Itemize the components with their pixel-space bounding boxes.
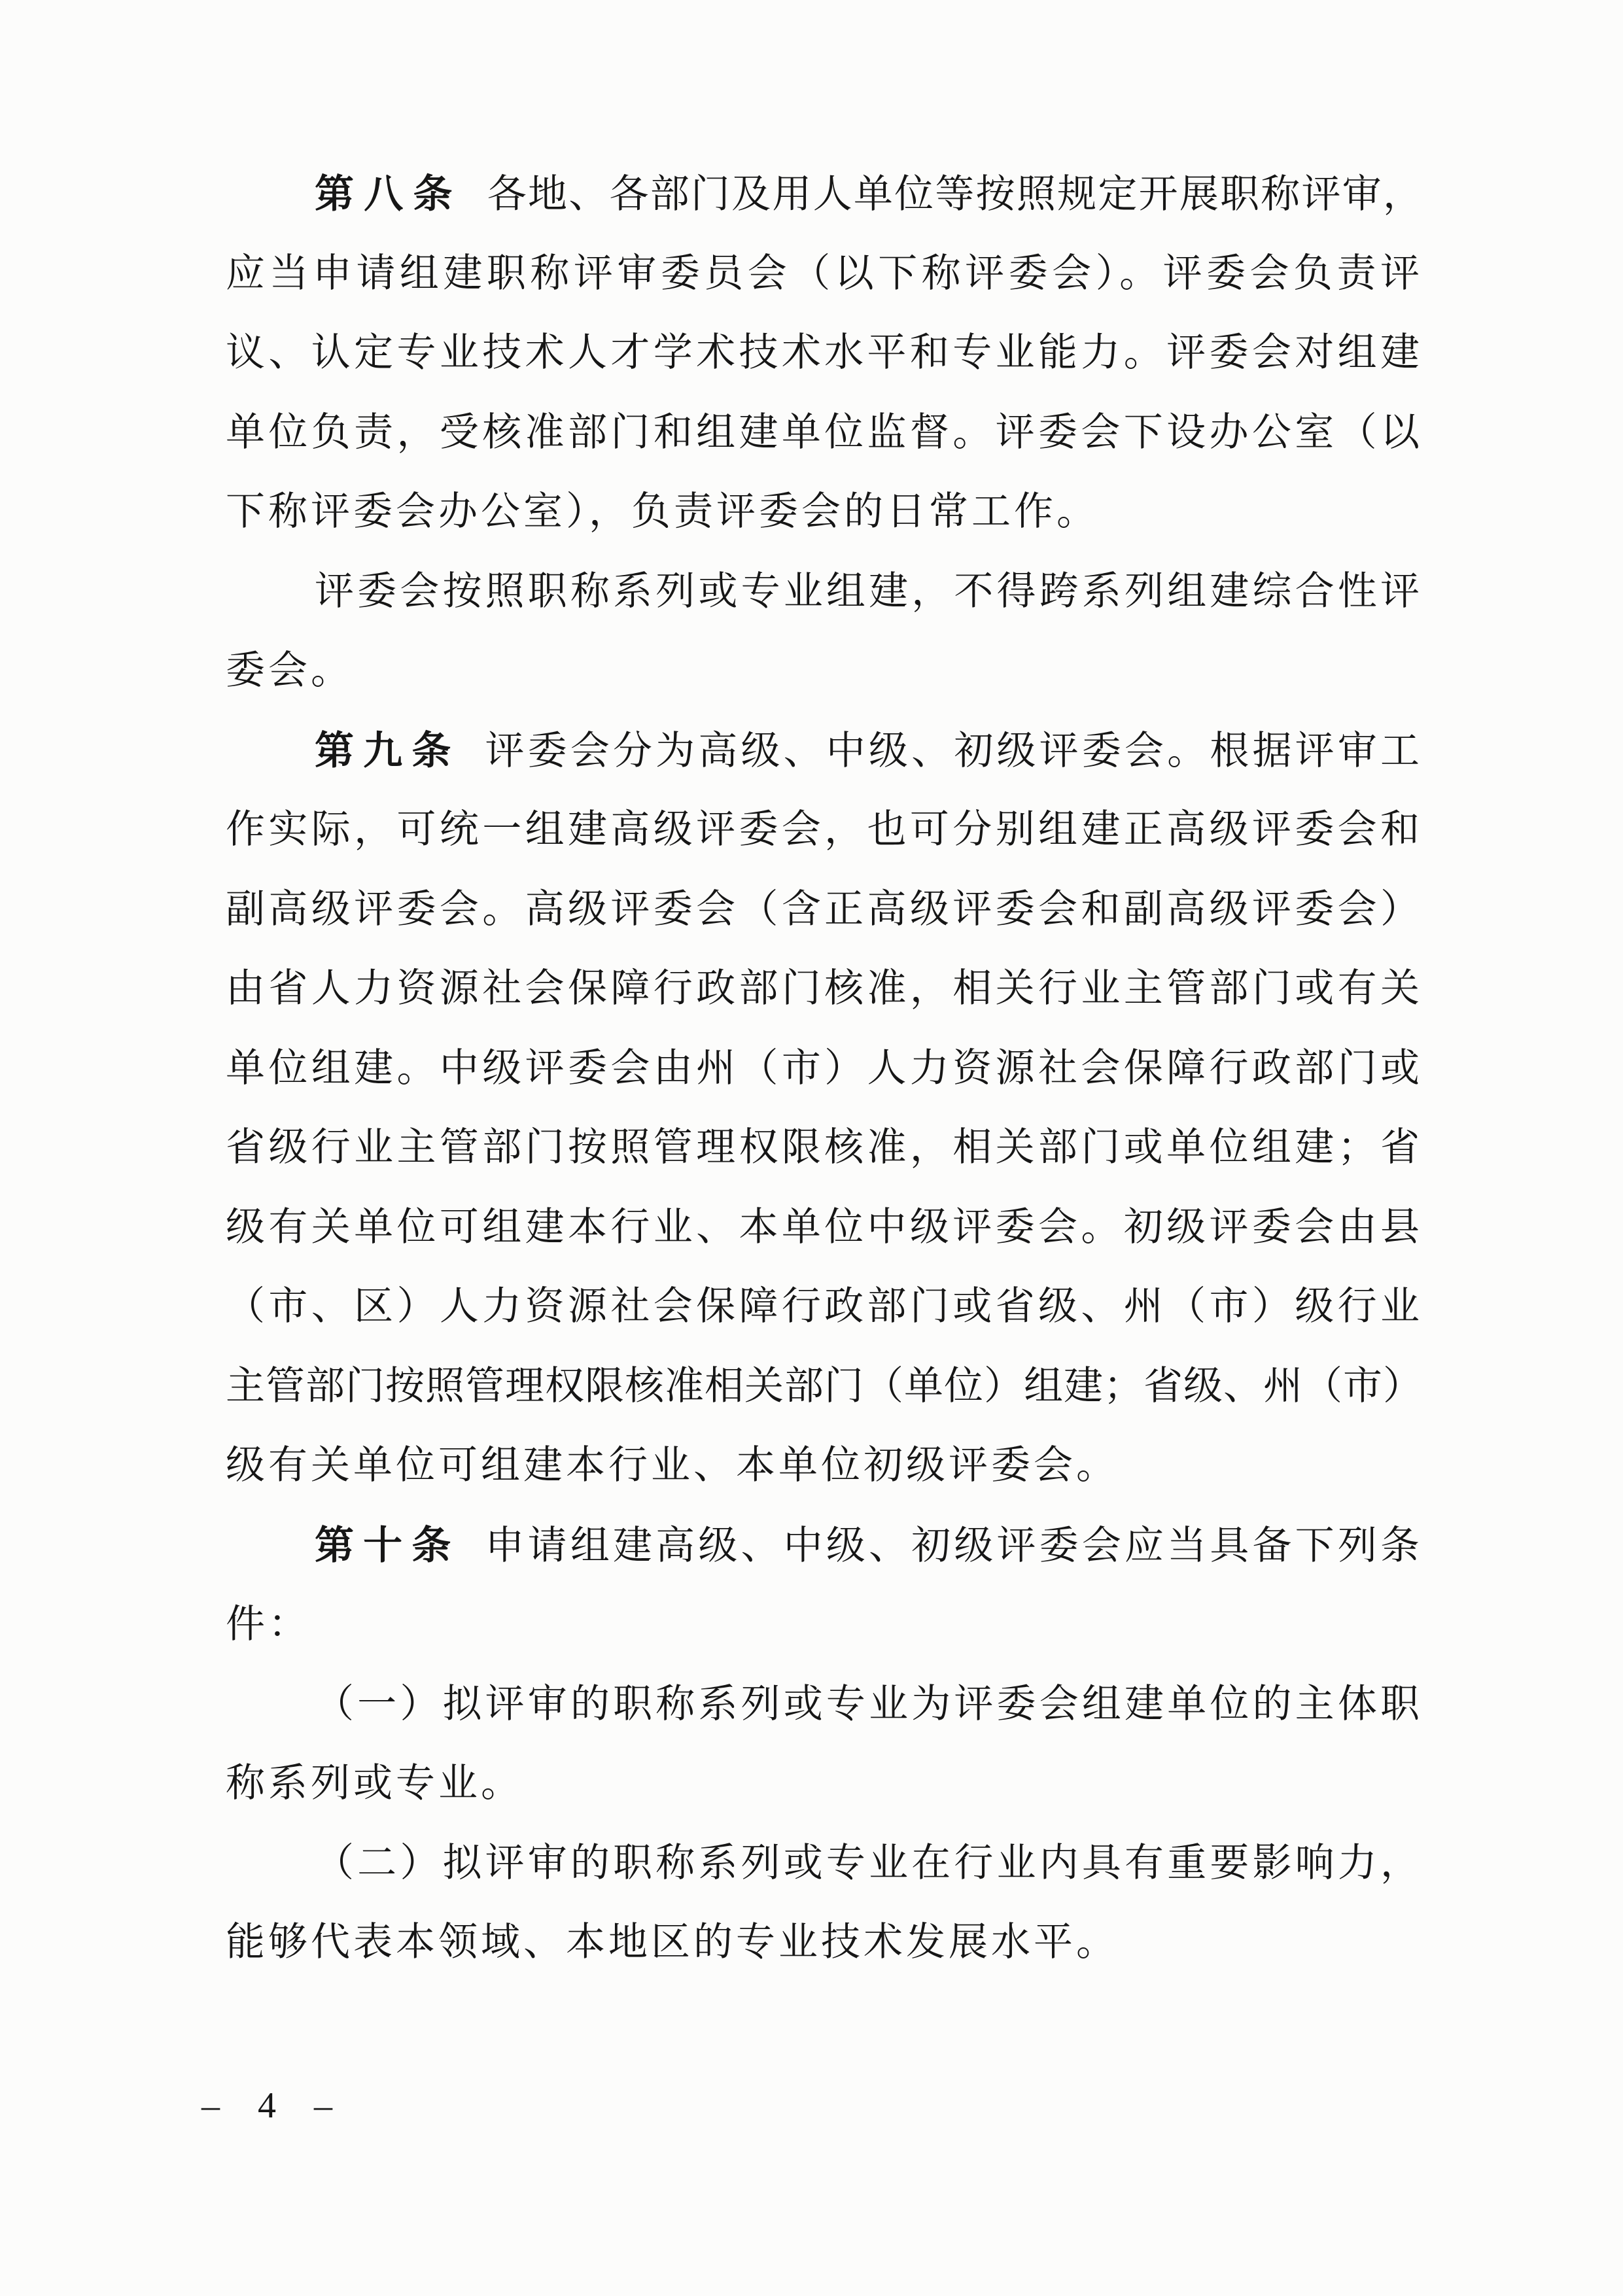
line-text: 议、认定专业技术人才学术技术水平和专业能力。评委会对组建 (226, 331, 1423, 374)
page-number: – 4 – (201, 2085, 339, 2126)
line-text: （一）拟评审的职称系列或专业为评委会组建单位的主体职 (315, 1682, 1423, 1726)
line-text: 件： (226, 1603, 311, 1646)
text-line (226, 393, 1423, 473)
line-text: 称系列或专业。 (226, 1762, 523, 1805)
line-text: 单位组建。中级评委会由州（市）人力资源社会保障行政部门或 (226, 1046, 1423, 1090)
line-text: 评委会按照职称系列或专业组建，不得跨系列组建综合性评 (315, 569, 1423, 613)
text-line (226, 234, 1423, 314)
line-text: 主管部门按照管理权限核准相关部门（单位）组建；省级、州（市） (226, 1364, 1423, 1408)
text-line (226, 631, 1423, 711)
text-line (226, 1506, 1423, 1586)
line-text: 省级行业主管部门按照管理权限核准，相关部门或单位组建；省 (226, 1126, 1423, 1169)
line-text: 能够代表本领域、本地区的专业技术发展水平。 (226, 1921, 1119, 1964)
line-text: （二）拟评审的职称系列或专业在行业内具有重要影响力， (315, 1841, 1423, 1885)
line-text: 评委会分为高级、中级、初级评委会。根据评审工 (485, 729, 1423, 773)
text-line (226, 1824, 1423, 1904)
document-text (226, 154, 1423, 1983)
text-line (226, 1426, 1423, 1506)
text-line (226, 1665, 1423, 1745)
text-line (226, 1267, 1423, 1347)
line-text: （市、区）人力资源社会保障行政部门或省级、州（市）级行业 (226, 1285, 1423, 1328)
text-line (226, 1903, 1423, 1983)
text-line (226, 552, 1423, 632)
line-text: 下称评委会办公室），负责评委会的日常工作。 (226, 490, 1099, 533)
text-line (226, 313, 1423, 393)
line-text: 委会。 (226, 649, 353, 692)
text-line (226, 1744, 1423, 1824)
line-text: 申请组建高级、中级、初级评委会应当具备下列条 (485, 1523, 1423, 1567)
text-line (226, 711, 1423, 791)
text-line (226, 472, 1423, 552)
text-line (226, 1347, 1423, 1427)
clause-heading: 第九条 (315, 728, 461, 773)
line-text: 作实际，可统一组建高级评委会，也可分别组建正高级评委会和 (226, 808, 1423, 851)
text-line (226, 790, 1423, 870)
text-line (226, 154, 1423, 234)
line-text: 级有关单位可组建本行业、本单位中级评委会。初级评委会由县 (226, 1205, 1423, 1249)
text-line (226, 1585, 1423, 1665)
clause-heading: 第十条 (315, 1523, 461, 1567)
line-text: 各地、各部门及用人单位等按照规定开展职称评审， (487, 173, 1423, 216)
text-line (226, 1188, 1423, 1268)
clause-heading: 第八条 (315, 172, 462, 216)
text-line (226, 1029, 1423, 1109)
line-text: 应当申请组建职称评审委员会（以下称评委会）。评委会负责评 (226, 251, 1423, 295)
line-text: 级有关单位可组建本行业、本单位初级评委会。 (226, 1444, 1119, 1487)
line-text: 单位负责，受核准部门和组建单位监督。评委会下设办公室（以 (226, 410, 1423, 454)
line-text: 由省人力资源社会保障行政部门核准，相关行业主管部门或有关 (226, 967, 1423, 1010)
line-text: 副高级评委会。高级评委会（含正高级评委会和副高级评委会） (226, 887, 1423, 931)
text-line (226, 870, 1423, 950)
text-line (226, 1108, 1423, 1188)
text-line (226, 949, 1423, 1029)
